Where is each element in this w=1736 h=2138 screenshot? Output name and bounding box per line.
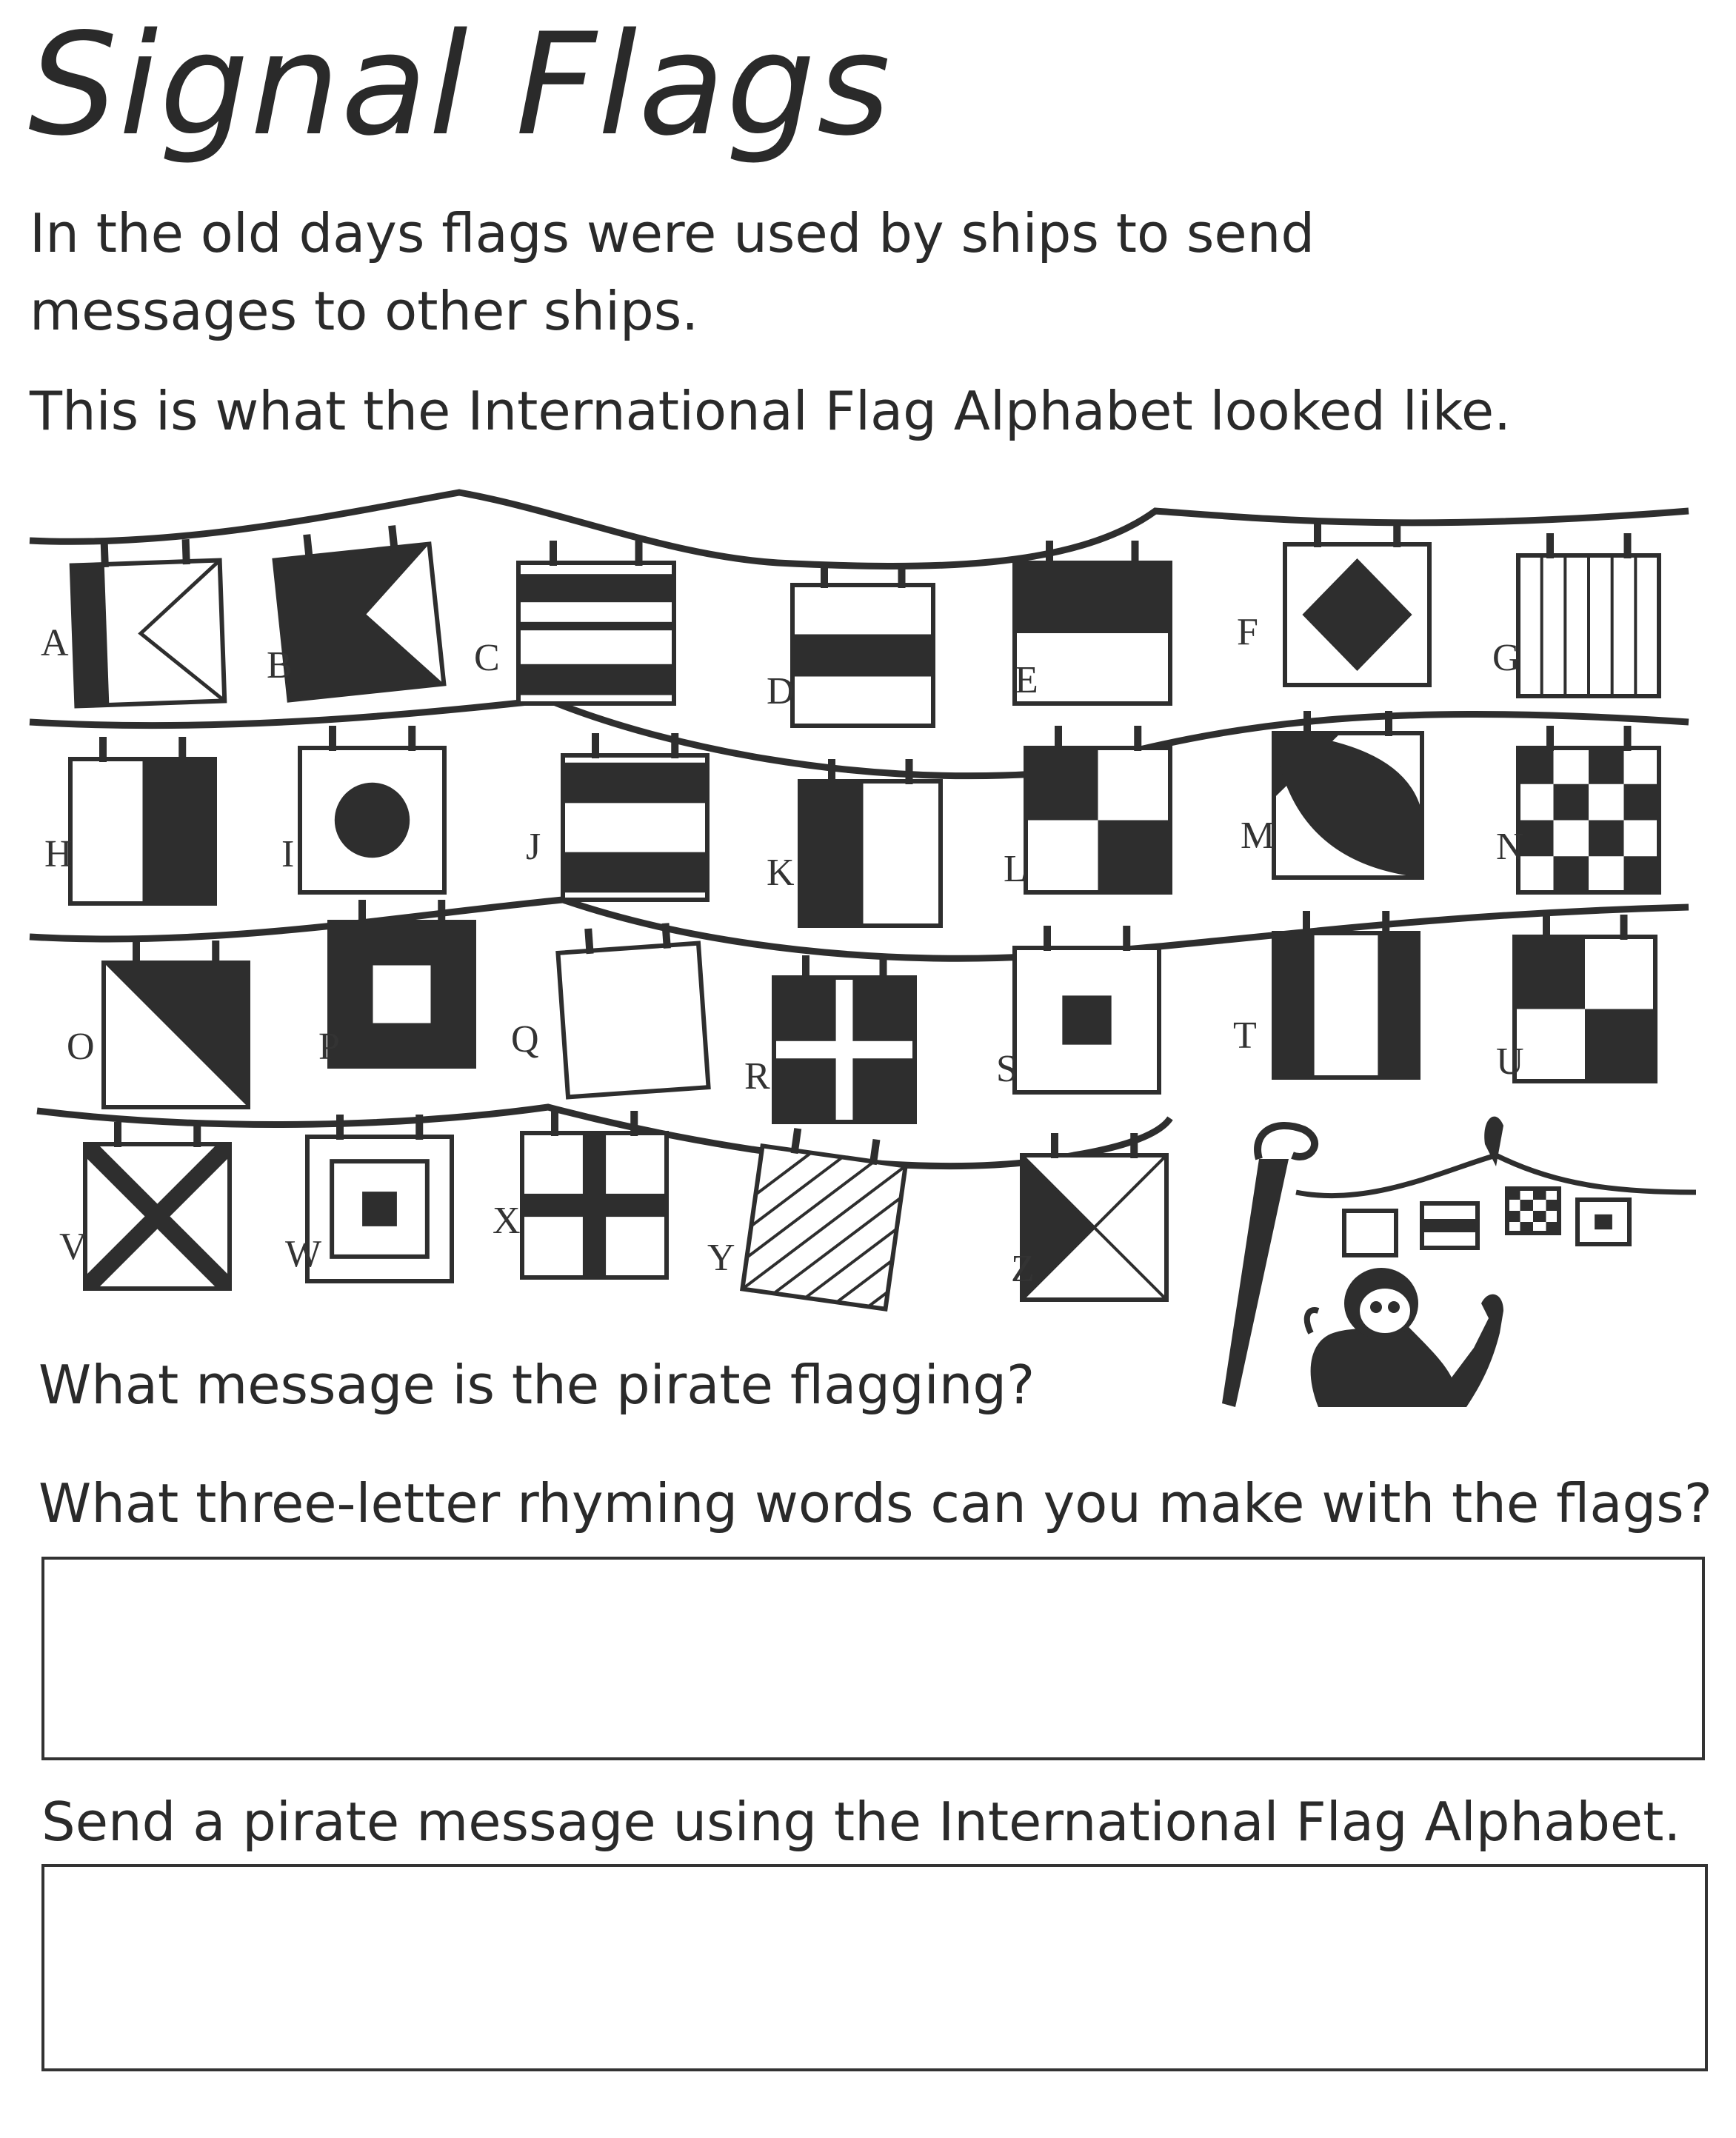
question-send-message: Send a pirate message using the International Flag Alphabet. [41,1791,1681,1853]
flag-label-h: H [44,833,73,875]
flag-label-y: Y [707,1237,735,1279]
pirate-flag [1507,1189,1559,1233]
intro-line-1: In the old days flags were used by ships to send [30,202,1315,264]
flag-t [1274,911,1418,1078]
flag-label-x: X [493,1200,521,1242]
answer-box-rhyming-words[interactable] [41,1557,1705,1760]
flag-m [1274,711,1422,878]
flag-k [800,759,941,926]
page-title: Signal Flags [28,3,892,167]
flag-label-k: K [767,852,795,894]
flag-j [563,733,707,900]
flag-label-e: E [1015,659,1038,701]
question-rhyming-words: What three-letter rhyming words can you make with the flags? [39,1472,1712,1534]
flag-label-s: S [996,1048,1018,1090]
pirate-flag [1344,1211,1396,1255]
flag-g [1518,533,1659,696]
flag-h [70,737,215,903]
flag-label-n: N [1496,826,1524,868]
flag-o [104,941,248,1107]
alphabet-caption: This is what the International Flag Alphabet looked like. [30,380,1512,442]
flag-label-p: P [318,1026,340,1068]
pirate-flag [1422,1203,1478,1248]
flag-label-v: V [59,1226,87,1268]
flag-label-w: W [285,1233,322,1275]
mast [1222,1159,1289,1407]
flag-label-r: R [744,1055,770,1098]
flag-p [330,900,474,1066]
answer-box-pirate-message[interactable] [41,1864,1708,2071]
flag-d [792,563,933,726]
flag-r [774,955,915,1122]
flag-label-i: I [281,833,295,875]
flag-u [1515,915,1655,1081]
flag-b [273,522,444,701]
flag-l [1026,726,1170,892]
flag-z [1022,1133,1166,1300]
flag-n [1518,726,1659,892]
flag-q [556,921,708,1098]
flag-label-t: T [1233,1015,1257,1057]
flag-label-j: J [526,826,541,868]
pirate-flag [1578,1200,1629,1244]
flag-x [522,1111,667,1277]
bunting-rope [30,492,1689,567]
flag-v [85,1122,230,1289]
flag-label-d: D [767,670,795,712]
flag-label-m: M [1241,815,1275,857]
flag-label-g: G [1492,637,1520,679]
flag-a [71,538,225,706]
flag-label-q: Q [511,1018,539,1060]
flag-f [1285,522,1429,685]
flag-label-o: O [67,1026,95,1068]
flag-label-l: L [1004,848,1027,890]
flag-s [1015,926,1159,1092]
flag-label-z: Z [1011,1248,1035,1290]
flag-c [518,541,674,704]
flag-label-a: A [41,622,69,664]
flag-w [307,1115,452,1281]
question-pirate-message: What message is the pirate flagging? [39,1354,1035,1416]
flag-label-f: F [1237,611,1258,653]
flag-label-c: C [474,637,500,679]
mast-top [1258,1126,1315,1159]
flag-label-u: U [1496,1040,1524,1083]
pirate-figure [1307,1268,1503,1407]
flag-label-b: B [267,644,293,687]
intro-line-2: messages to other ships. [30,280,699,342]
flag-i [300,726,444,892]
